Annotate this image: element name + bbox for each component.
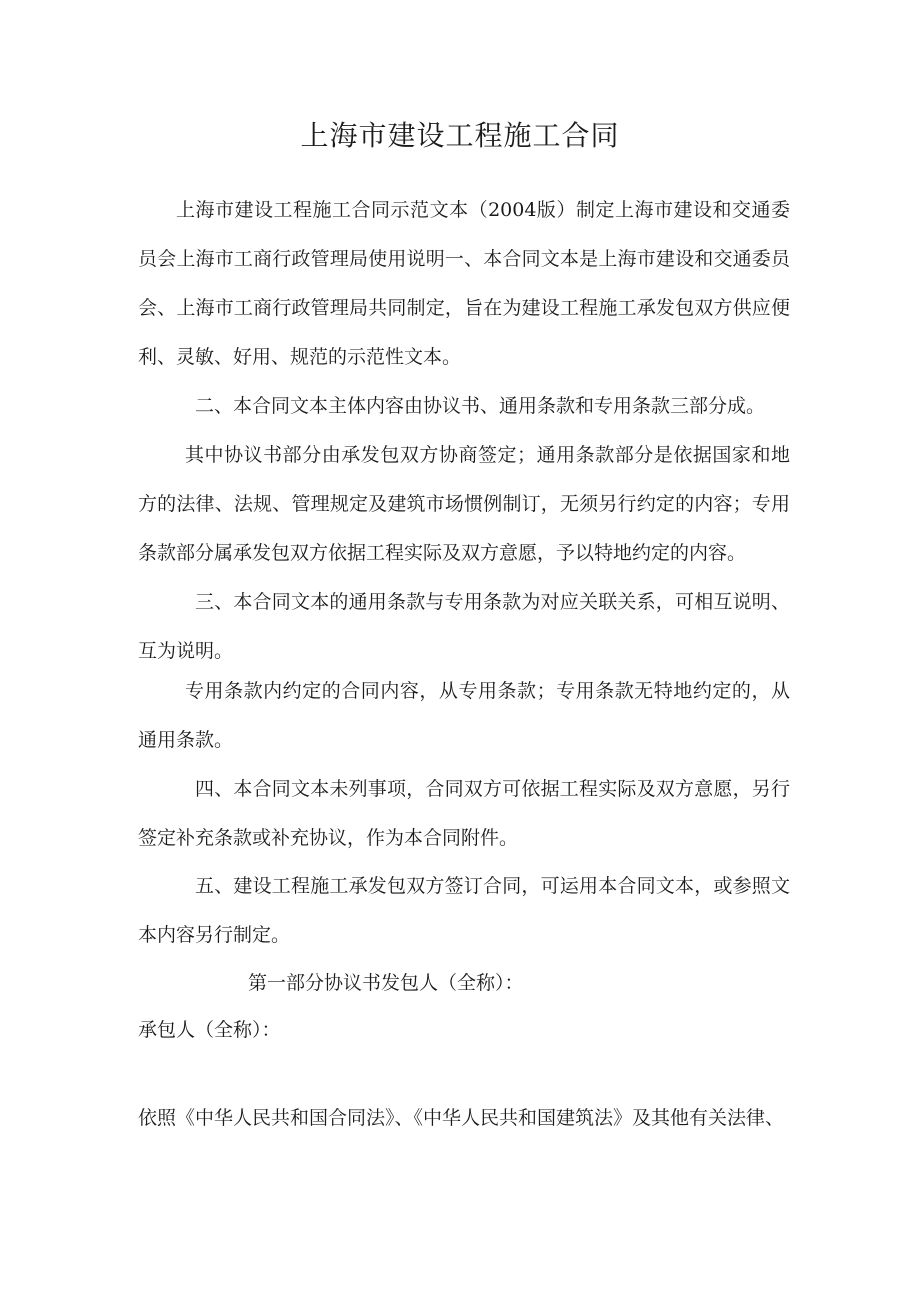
document-title: 上海市建设工程施工合同 (300, 119, 620, 152)
legal-basis-line: 依照《中华人民共和国合同法》、《中华人民共和国建筑法》及其他有关法律、 (138, 1107, 785, 1129)
paragraph-section-five: 五、建设工程施工承发包双方签订合同，可运用本合同文本，或参照文本内容另行制定。 (138, 875, 790, 946)
paragraph-section-three: 三、本合同文本的通用条款与专用条款为对应关联关系，可相互说明、互为说明。 (138, 591, 790, 662)
paragraph-section-two: 二、本合同文本主体内容由协议书、通用条款和专用条款三部分成。 (195, 395, 766, 417)
paragraph-section-four: 四、本合同文本未列事项，合同双方可依据工程实际及双方意愿，另行签定补充条款或补充协议，作为本合同附件。 (138, 778, 790, 849)
contractor-label: 承包人（全称）： (138, 1019, 281, 1041)
paragraph-special-terms: 专用条款内约定的合同内容，从专用条款；专用条款无特地约定的，从通用条款。 (138, 680, 790, 751)
part-one-heading: 第一部分协议书发包人（全称）： (248, 972, 524, 994)
paragraph-intro: 上海市建设工程施工合同示范文本（2004版）制定上海市建设和交通委员会上海市工商行政管理局使用说明一、本合同文本是上海市建设和交通委员会、上海市工商行政管理局共同制定，旨在为建设工程施工承发包双方供应便利、灵敏、好用、规范的示范性文本。 (138, 199, 790, 368)
paragraph-agreement-parts: 其中协议书部分由承发包双方协商签定；通用条款部分是依据国家和地方的法律、法规、管理规定及建筑市场惯例制订，无须另行约定的内容；专用条款部分属承发包双方依据工程实际及双方意愿，予以特地约定的内容。 (138, 444, 790, 564)
